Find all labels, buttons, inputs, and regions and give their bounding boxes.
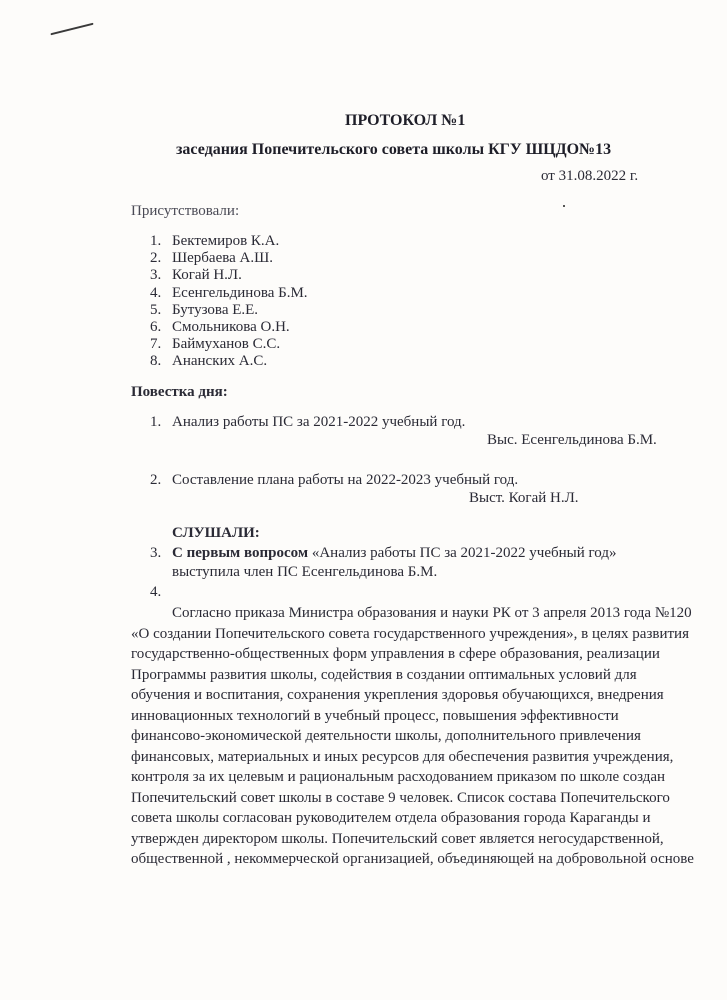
agenda-item: 1. Анализ работы ПС за 2021-2022 учебный год.: [150, 414, 466, 430]
document-title: ПРОТОКОЛ №1: [345, 112, 466, 129]
agenda-item: 2. Составление плана работы на 2022-2023 учебный год.: [150, 472, 519, 488]
list-item: 1. Бектемиров К.А.: [150, 233, 280, 249]
attendance-label: Присутствовали:: [131, 203, 240, 219]
pen-stroke-mark: [50, 23, 93, 36]
list-item: 2. Шербаева А.Ш.: [150, 250, 273, 267]
list-item: 6. Смольникова О.Н.: [150, 318, 290, 335]
agenda-responsible: Выс. Есенгельдинова Б.М.: [487, 432, 657, 448]
empty-list-number: 4.: [150, 584, 162, 600]
ink-dot: [563, 205, 565, 207]
question-speaker: выступила член ПС Есенгельдинова Б.М.: [172, 564, 438, 580]
question-line: 3. С первым вопросом «Анализ работы ПС за 2021-2022 учебный год»: [150, 545, 617, 561]
document-date: от 31.08.2022 г.: [541, 168, 639, 184]
document-subtitle: заседания Попечительского совета школы КГУ ШЦДО№13: [176, 141, 612, 158]
list-item: 8. Ананских А.С.: [150, 353, 268, 370]
minutes-body-text: Согласно приказа Министра образования и науки РК от 3 апреля 2013 года №120 «О создании Попечительского совета государственного учреждения», в целях развития государственно-общественных форм управления в сфере образования, реализации Программы развития школы, содействия в создании оптимальных условий для обучения и воспитания, сохранения укрепления здоровья обучающихся, внедрения инновационных технологий в учебный процесс, повышения эффективности финансово-экономической деятельности школы, дополнительного привлечения финансовых, материальных и иных ресурсов для обеспечения развития учреждения, контроля за их целевым и рациональным расходованием приказом по школе создан Попечительский совет школы в составе 9 человек. Список состава Попечительского совета школы согласован руководителем отдела образования города Караганды и утвержден директором школы. Попечительский совет является негосударственной, общественной , некоммерческой организацией, объединяющей на добровольной основе: [131, 605, 694, 867]
minutes-heading: СЛУШАЛИ:: [172, 525, 260, 541]
list-item: 4. Есенгельдинова Б.М.: [150, 284, 308, 301]
list-item: 7. Баймуханов С.С.: [150, 336, 281, 353]
attendance-list: [150, 233, 308, 371]
agenda-heading: Повестка дня:: [131, 384, 228, 400]
list-item: 5. Бутузова Е.Е.: [150, 301, 259, 318]
agenda-responsible: Выст. Когай Н.Л.: [469, 490, 579, 506]
list-item: 3. Когай Н.Л.: [150, 267, 242, 284]
